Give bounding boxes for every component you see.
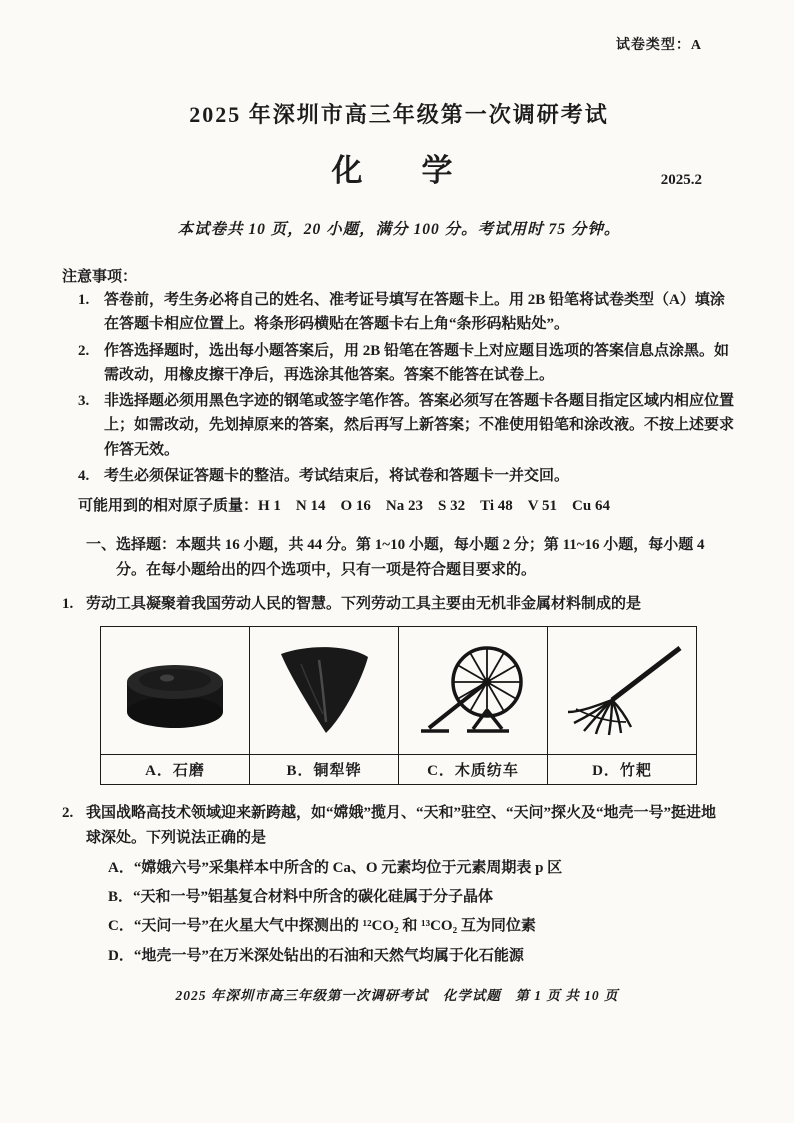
exam-title: 2025 年深圳市高三年级第一次调研考试 (189, 102, 609, 127)
question-2-option-d: D．“地壳一号”在万米深处钻出的石油和天然气均属于化石能源 (108, 947, 524, 964)
q1-tools-table (100, 626, 697, 785)
notice-item-number: 3. (78, 393, 90, 410)
paper-type-label: 试卷类型：A (615, 38, 702, 53)
atomic-mass-line: 可能用到的相对原子质量：H 1 N 14 O 16 Na 23 S 32 Ti 48 V 51 Cu 64 (78, 498, 610, 515)
tool-image-row (101, 626, 697, 754)
notice-item-3 (62, 389, 736, 462)
bronze-plowshare-icon (265, 640, 383, 740)
question-text: 我国战略高技术领域迎来新跨越，如“嫦娥”揽月、“天和”驻空、“天问”探火及“地壳一号”挺进地球深处。下列说法正确的是 (86, 804, 717, 847)
section-number: 一、 (86, 536, 117, 553)
notice-item-1 (62, 288, 736, 337)
tool-image-cell-stone-mill (101, 626, 250, 754)
tool-label-row (101, 754, 697, 784)
notice-item-text: 答卷前，考生务必将自己的姓名、准考证号填写在答题卡上。用 2B 铅笔将试卷类型（A）填涂在答题卡相应位置上。将条形码横贴在答题卡右上角“条形码粘贴处”。 (104, 292, 725, 333)
notice-item-number: 4. (78, 468, 90, 485)
tool-label-bronze-plowshare: B．铜犁铧 (250, 754, 399, 784)
notice-item-text: 非选择题必须用黑色字迹的钢笔或签字笔作答。答案必须写在答题卡各题目指定区域内相应位置上；如需改动，先划掉原来的答案，然后再写上新答案；不准使用铅笔和涂改液。不按上述要求作答无效。 (104, 393, 735, 458)
stone-mill-icon (116, 640, 234, 740)
question-2-option-a: A．“嫦娥六号”采集样本中所含的 Ca、O 元素均位于元素周期表 p 区 (108, 859, 563, 876)
notice-item-4 (62, 464, 736, 488)
subject-row (62, 145, 736, 189)
exam-date: 2025.2 (660, 172, 702, 188)
question-2-options (62, 854, 736, 971)
tool-label-bamboo-rake: D．竹耙 (548, 754, 697, 784)
question-2-option-c: C．“天问一号”在火星大气中探测出的 ¹²CO₂ 和 ¹³CO₂ 互为同位素 (108, 918, 536, 935)
subject-title: 化 学 (331, 153, 467, 188)
notice-item-number: 1. (78, 292, 90, 308)
notice-item-number: 2. (78, 342, 90, 359)
wooden-spinning-wheel-icon (409, 640, 537, 740)
notice-heading: 注意事项： (62, 269, 138, 285)
page-footer: 2025 年深圳市高三年级第一次调研考试 化学试题 第 1 页 共 10 页 (175, 988, 619, 1003)
exam-info-line: 本试卷共 10 页，20 小题，满分 100 分。考试用时 75 分钟。 (177, 221, 621, 238)
tool-image-cell-spinning-wheel (399, 626, 548, 754)
question-1-stem (62, 592, 736, 618)
tool-image-cell-bronze-plowshare (250, 626, 399, 754)
notice-item-text: 作答选择题时，选出每小题答案后，用 2B 铅笔在答题卡上对应题目选项的答案信息点涂黑。如需改动，用橡皮擦干净后，再选涂其他答案。答案不能答在试卷上。 (104, 342, 730, 383)
question-number: 1. (62, 596, 74, 613)
tool-image-cell-bamboo-rake (548, 626, 697, 754)
notice-item-text: 考生必须保证答题卡的整洁。考试结束后，将试卷和答题卡一并交回。 (104, 468, 570, 485)
question-2-stem (62, 801, 736, 852)
question-text: 劳动工具凝聚着我国劳动人民的智慧。下列劳动工具主要由无机非金属材料制成的是 (86, 596, 642, 613)
section-text: 选择题：本题共 16 小题，共 44 分。第 1~10 小题，每小题 2 分；第 11~16 小题，每小题 4 分。在每小题给出的四个选项中，只有一项是符合题目要求的。 (116, 536, 705, 578)
question-2-option-b: B．“天和一号”铝基复合材料中所含的碳化硅属于分子晶体 (108, 889, 494, 906)
question-number: 2. (62, 804, 74, 821)
bamboo-rake-icon (558, 640, 686, 740)
notice-item-2 (62, 339, 736, 388)
tool-label-spinning-wheel: C．木质纺车 (399, 754, 548, 784)
tool-label-stone-mill: A．石磨 (101, 754, 250, 784)
section-one-heading (62, 533, 736, 583)
